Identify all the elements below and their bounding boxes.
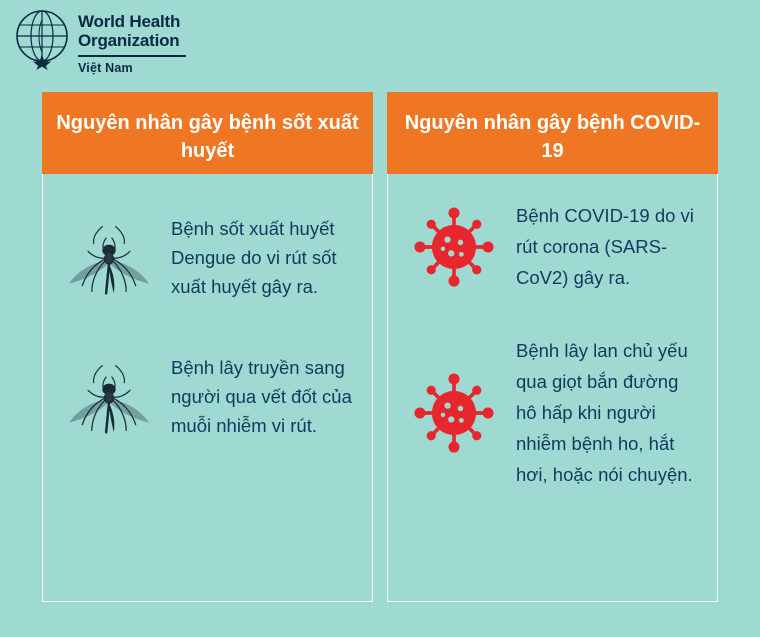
column-covid19-title: Nguyên nhân gây bệnh COVID-19: [387, 92, 718, 174]
who-logo-text: [78, 8, 186, 75]
who-logo-line2: Organization: [78, 31, 180, 50]
who-emblem-icon: [14, 8, 70, 70]
footer-strip: [0, 607, 760, 637]
list-item: [402, 200, 703, 293]
column-covid19-body: [387, 174, 718, 602]
list-item: [57, 214, 358, 301]
coronavirus-icon: [402, 367, 506, 459]
who-logo-line1: World Health: [78, 12, 181, 31]
column-dengue: [42, 92, 373, 602]
list-item: [57, 353, 358, 440]
coronavirus-icon: [402, 201, 506, 293]
mosquito-icon: [57, 356, 161, 438]
list-item-text: Bệnh lây lan chủ yếu qua giọt bắn đường hô hấp khi người nhiễm bệnh ho, hắt hơi, hoặc nói chuyện.: [516, 340, 693, 485]
list-item: [402, 335, 703, 490]
column-dengue-title: Nguyên nhân gây bệnh sốt xuất huyết: [42, 92, 373, 174]
who-logo: [14, 8, 186, 75]
who-logo-divider: [78, 55, 186, 57]
list-item-text: Bệnh sốt xuất huyết Dengue do vi rút sốt xuất huyết gây ra.: [171, 218, 337, 297]
comparison-columns: [42, 92, 718, 602]
mosquito-icon: [57, 217, 161, 299]
column-dengue-body: [42, 174, 373, 602]
column-covid19: [387, 92, 718, 602]
list-item-text: Bệnh COVID-19 do vi rút corona (SARS-CoV2) gây ra.: [516, 205, 694, 288]
who-logo-country: Việt Nam: [78, 61, 133, 75]
list-item-text: Bệnh lây truyền sang người qua vết đốt của muỗi nhiễm vi rút.: [171, 357, 352, 436]
